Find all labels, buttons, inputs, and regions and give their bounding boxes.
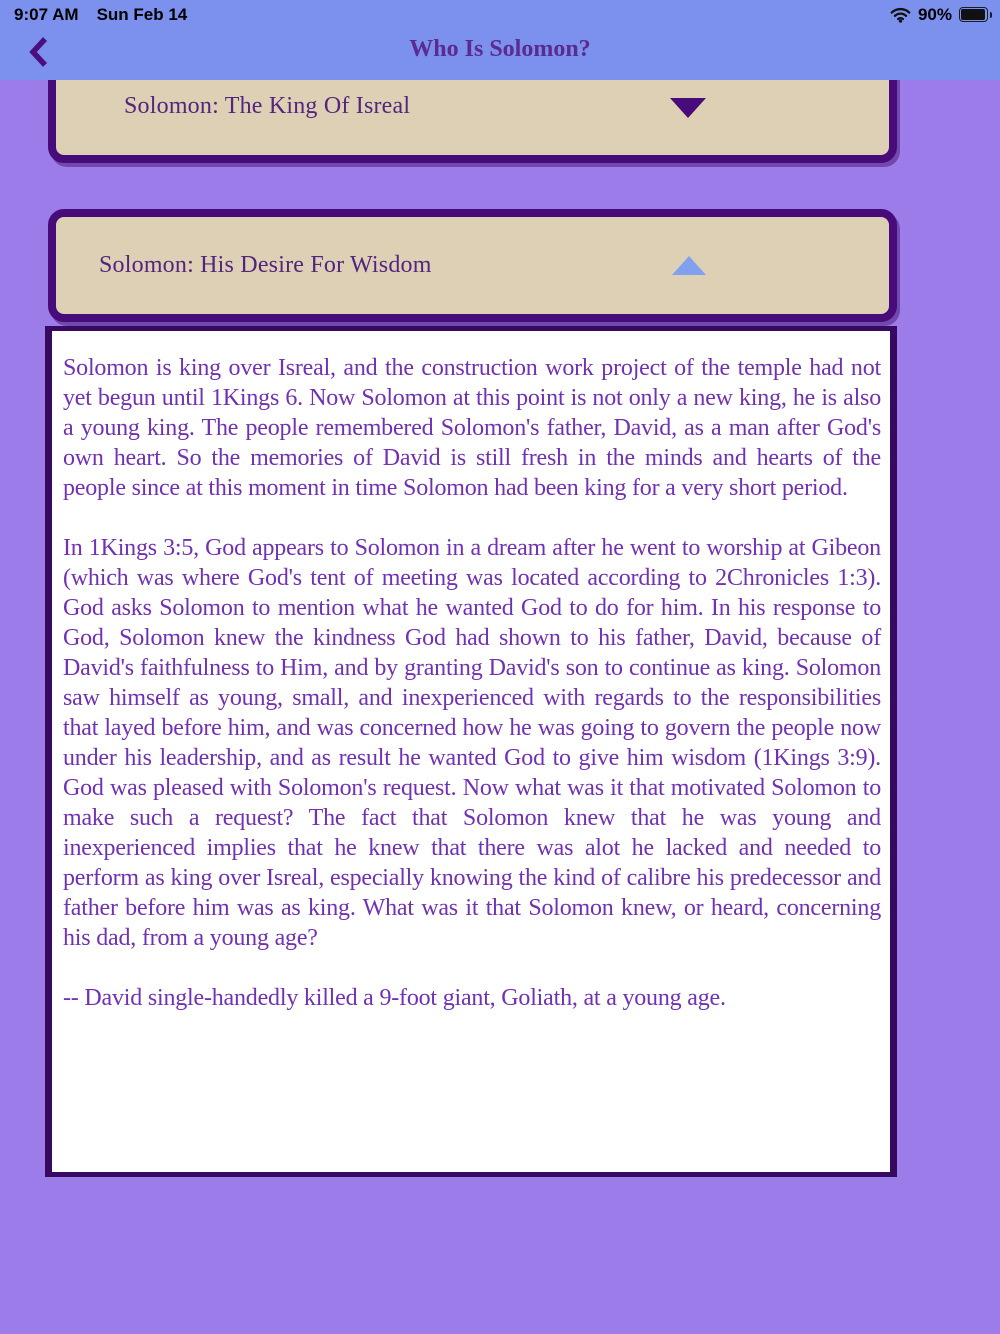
header bbox=[0, 0, 1000, 80]
accordion-label: Solomon: The King Of Isreal bbox=[124, 93, 411, 119]
status-date: Sun Feb 14 bbox=[96, 4, 188, 24]
status-bar bbox=[0, 0, 1000, 27]
body-paragraph: In 1Kings 3:5, God appears to Solomon in a dream after he went to worship at Gibeon (which was where God's tent of meeting was located according to 2Chronicles 1:3). God asks Solomon to mention what he wanted God to do for him. In his response to God, Solomon knew the kindness God had shown to his father, David, because of David's faithfulness to Him, and by granting David's son to continue as king. Solomon saw himself as young, small, and inexperienced with regards to the responsibilities that layed before him, and was concerned how he was going to govern the people now under his leadership, and as result he wanted God to give him wisdom (1Kings 3:9). God was pleased with Solomon's request. Now what was it that motivated Solomon to make such a request? The fact that Solomon knew that he was young and inexperienced implies that he knew that there was alot he lacked and needed to perform as king over Isreal, especially knowing the kind of calibre his predecessor and father before him was as king. What was it that Solomon knew, or heard, concerning his dad, from a young age? bbox=[63, 535, 881, 951]
battery-icon bbox=[959, 7, 988, 22]
body-paragraph: -- David single-handedly killed a 9-foot giant, Goliath, at a young age. bbox=[63, 985, 726, 1011]
wifi-icon bbox=[890, 7, 911, 23]
chevron-up-icon[interactable] bbox=[672, 256, 706, 275]
battery-tip bbox=[990, 12, 993, 18]
page-title: Who Is Solomon? bbox=[409, 36, 591, 62]
battery-percent: 90% bbox=[917, 4, 952, 24]
accordion-content-panel bbox=[45, 326, 897, 1177]
accordion-label: Solomon: His Desire For Wisdom bbox=[99, 252, 432, 278]
status-time: 9:07 AM bbox=[14, 4, 79, 24]
accordion-desire-for-wisdom[interactable] bbox=[48, 209, 897, 322]
nav-bar bbox=[0, 27, 1000, 80]
chevron-down-icon[interactable] bbox=[670, 98, 706, 118]
body-paragraph: Solomon is king over Isreal, and the construction work project of the temple had not yet begun until 1Kings 6. Now Solomon at this point is not only a new king, he is also a young king. The people remembered Solomon's father, David, as a man after God's own heart. So the memories of David is still fresh in the minds and hearts of the people since at this moment in time Solomon had been king for a very short period. bbox=[63, 355, 881, 501]
battery-fill bbox=[961, 9, 985, 20]
